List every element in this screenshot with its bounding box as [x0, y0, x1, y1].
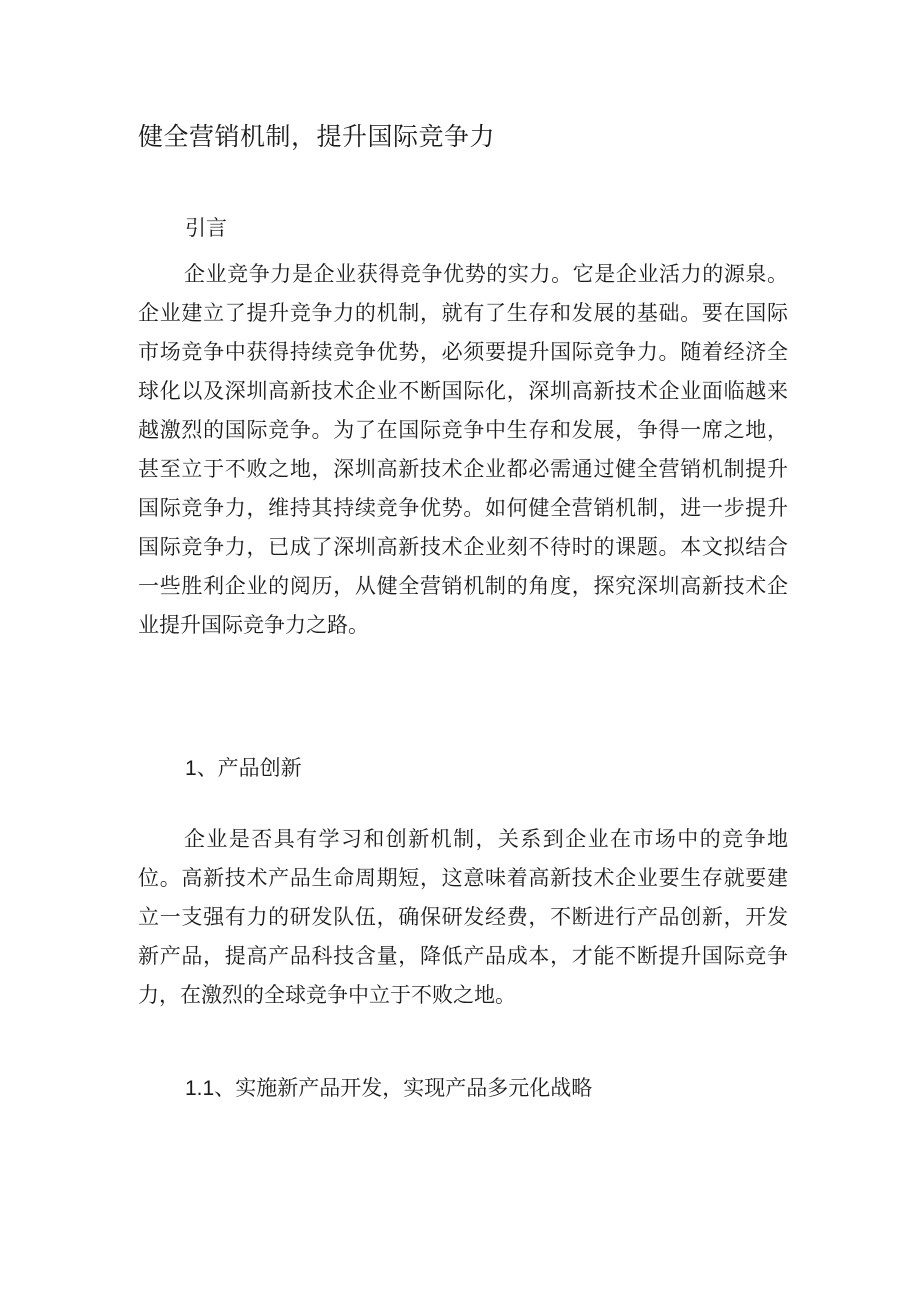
section-1-1-heading	[185, 1072, 592, 1102]
section-1-number: 1	[185, 757, 197, 780]
section-1-title: 、产品创新	[196, 756, 302, 780]
section-1-1-number: 1.1	[185, 1077, 215, 1100]
document-title: 健全营销机制，提升国际竞争力	[138, 122, 496, 151]
section-1-paragraph: 企业是否具有学习和创新机制，关系到企业在市场中的竞争地位。高新技术产品生命周期短，这意味着高新技术企业要生存就要建立一支强有力的研发队伍，确保研发经费，不断进行产品创新，开发新产品，提高产品科技含量，降低产品成本，才能不断提升国际竞争力，在激烈的全球竞争中立于不败之地。	[138, 827, 788, 1007]
intro-paragraph: 企业竞争力是企业获得竞争优势的实力。它是企业活力的源泉。企业建立了提升竞争力的机制，就有了生存和发展的基础。要在国际市场竞争中获得持续竞争优势，必须要提升国际竞争力。随着经济全球化以及深圳高新技术企业不断国际化，深圳高新技术企业面临越来越激烈的国际竞争。为了在国际竞争中生存和发展，争得一席之地，甚至立于不败之地，深圳高新技术企业都必需通过健全营销机制提升国际竞争力，维持其持续竞争优势。如何健全营销机制，进一步提升国际竞争力，已成了深圳高新技术企业刻不待时的课题。本文拟结合一些胜利企业的阅历，从健全营销机制的角度，探究深圳高新技术企业提升国际竞争力之路。	[138, 262, 788, 637]
intro-heading: 引言	[185, 216, 227, 240]
section-1-heading	[185, 752, 302, 782]
section-1-1-title: 、实施新产品开发，实现产品多元化战略	[214, 1076, 593, 1100]
